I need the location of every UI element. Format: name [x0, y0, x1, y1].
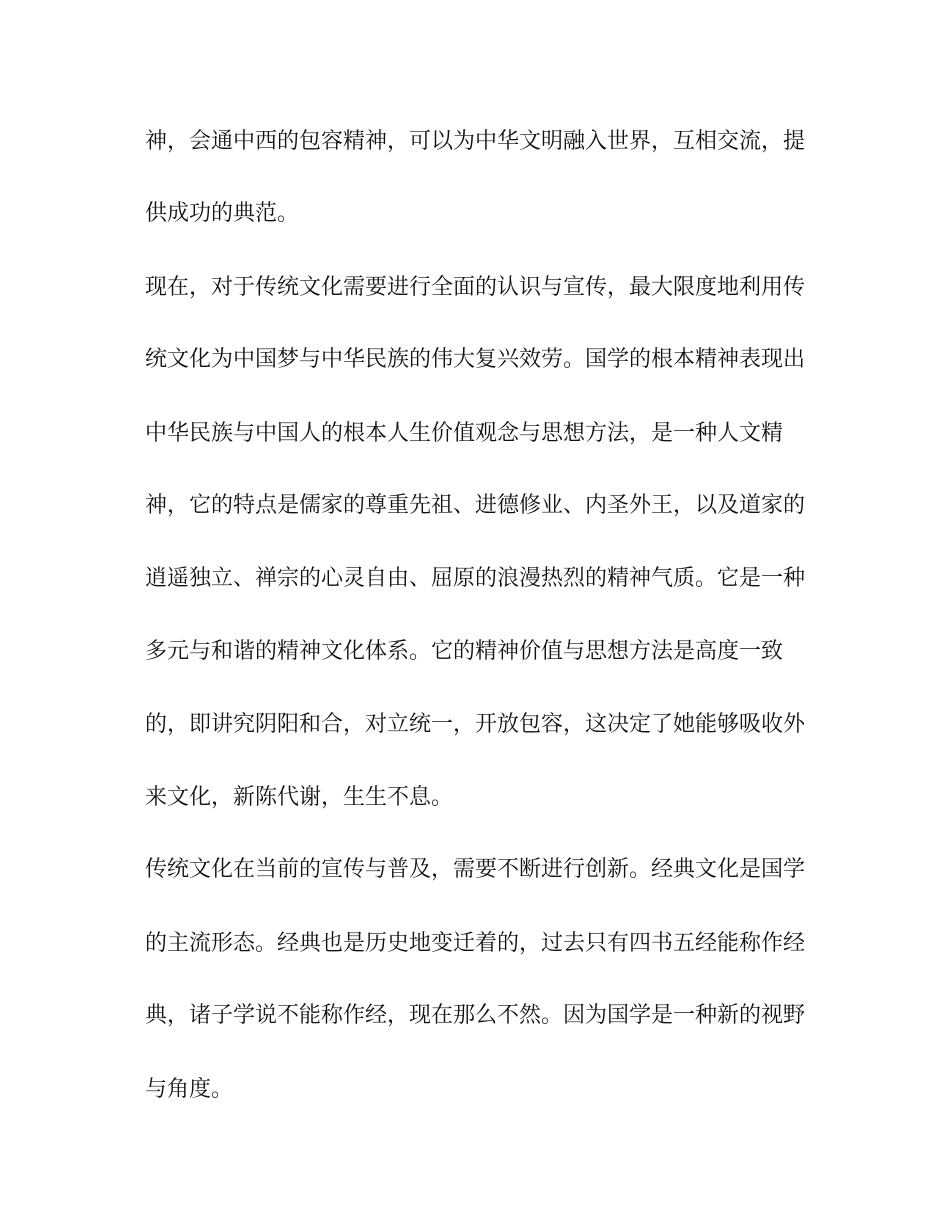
text-line-13: 典，诸子学说不能称作经，现在那么不然。因为国学是一种新的视野 — [145, 1003, 806, 1028]
text-line-1: 神，会通中西的包容精神，可以为中华文明融入世界，互相交流，提 — [145, 129, 806, 154]
text-line-6: 神，它的特点是儒家的尊重先祖、进德修业、内圣外王，以及道家的 — [145, 493, 806, 518]
text-line-12: 的主流形态。经典也是历史地变迁着的，过去只有四书五经能称作经 — [145, 931, 806, 956]
text-line-11: 传统文化在当前的宣传与普及，需要不断进行创新。经典文化是国学 — [145, 857, 806, 882]
text-line-7: 逍遥独立、禅宗的心灵自由、屈原的浪漫热烈的精神气质。它是一种 — [145, 566, 806, 591]
text-line-9: 的，即讲究阴阳和合，对立统一，开放包容，这决定了她能够吸收外 — [145, 712, 806, 737]
text-line-8: 多元与和谐的精神文化体系。它的精神价值与思想方法是高度一致 — [145, 639, 784, 664]
text-line-5: 中华民族与中国人的根本人生价值观念与思想方法，是一种人文精 — [145, 421, 784, 446]
text-line-2: 供成功的典范。 — [145, 201, 300, 226]
text-line-10: 来文化，新陈代谢，生生不息。 — [145, 785, 454, 810]
text-line-4: 统文化为中国梦与中华民族的伟大复兴效劳。国学的根本精神表现出 — [145, 347, 806, 372]
text-line-3: 现在，对于传统文化需要进行全面的认识与宣传，最大限度地利用传 — [145, 275, 806, 300]
text-line-14: 与角度。 — [145, 1077, 234, 1102]
